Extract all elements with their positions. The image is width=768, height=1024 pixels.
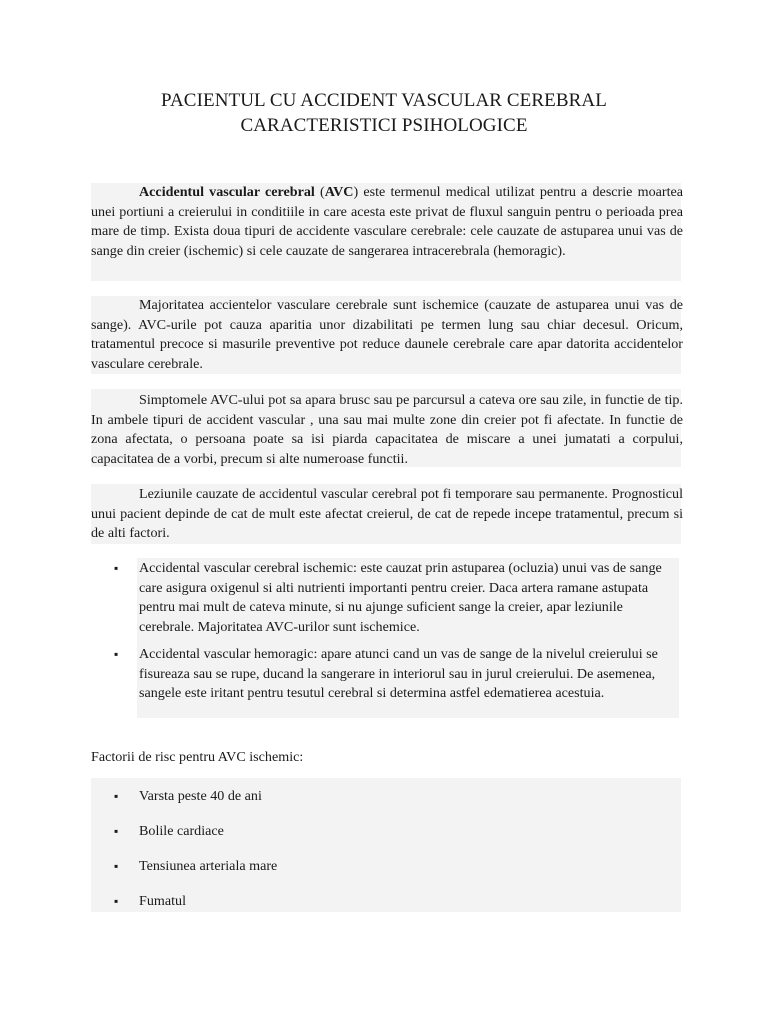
list-item-risk: Varsta peste 40 de ani [139, 788, 262, 804]
list-item-risk: Fumatul [139, 893, 186, 909]
paragraph-symptoms: Simptomele AVC-ului pot sa apara brusc sau pe parcursul a cateva ore sau zile, in functie de tip. In ambele tipuri de accident vascular , una sau mai multe zone din creier pot fi afectate. In functie de zona afectata, o persoana poate sa isi piarda capacitatea de miscare a unei jumatati a corpului, capacitatea de a vorbi, precum si alte numeroase functii. [91, 392, 683, 467]
bullet-marker: ▪ [114, 647, 119, 661]
risk-heading: Factorii de risc pentru AVC ischemic: [91, 749, 304, 765]
list-item-hemorrhagic: Accidental vascular hemoragic: apare atunci cand un vas de sange de la nivelul creierului se fisureaza sau se rupe, ducand la sangerare in interiorul sau in jurul creierului. De asemenea, sangele este iritant pentru tesutul cerebral si determina astfel edematierea acestuia. [139, 646, 658, 701]
abbr-bold: AVC [324, 184, 354, 200]
list-item-ischemic: Accidental vascular cerebral ischemic: este cauzat prin astuparea (ocluzia) unui vas de sange care asigura oxigenul si alti nutrienti importanti pentru creier. Daca artera ramane astupata pentru mai mult de cateva minute, si nu ajunge suficient sange la creier, apar leziunile cerebrale. Majoritatea AVC-urilor sunt ischemice. [139, 560, 662, 635]
page-title: PACIENTUL CU ACCIDENT VASCULAR CEREBRAL [161, 90, 607, 111]
bullet-marker: ▪ [114, 561, 119, 575]
bullet-marker: ▪ [114, 824, 119, 838]
page-subtitle: CARACTERISTICI PSIHOLOGICE [240, 115, 528, 136]
paragraph-majority: Majoritatea accientelor vasculare cerebrale sunt ischemice (cauzate de astuparea unui vas de sange). AVC-urile pot cauza aparitia unor dizabilitati pe termen lung sau chiar decesul. Oricum, tratamentul precoce si masurile preventive pot reduce daunele cerebrale care apar datorita accidentelor vasculare cerebrale. [91, 297, 683, 372]
paren-text: ( [314, 184, 325, 200]
bullet-marker: ▪ [114, 859, 119, 873]
term-bold: Accidentul vascular cerebral [139, 184, 315, 200]
paragraph-intro-rest: ) este termenul medical utilizat pentru a descrie moartea unei portiuni a creierului in conditiile in care acesta este privat de fluxul sanguin pentru o perioada prea mare de timp. Exista doua tipuri de accidente vasculare cerebrale: cele cauzate de astuparea unui vas de sange din creier (ischemic) si cele cauzate de sangerarea intracerebrala (hemoragic). [91, 184, 683, 259]
list-item-risk: Bolile cardiace [139, 823, 224, 839]
bullet-marker: ▪ [114, 894, 119, 908]
paragraph-lesions: Leziunile cauzate de accidentul vascular cerebral pot fi temporare sau permanente. Prognosticul unui pacient depinde de cat de mult este afectat creierul, de cat de repede incepe tratamentul, precum si de alti factori. [91, 486, 683, 541]
list-item-risk: Tensiunea arteriala mare [139, 858, 278, 874]
bullet-marker: ▪ [114, 789, 119, 803]
paragraph-intro [91, 183, 683, 261]
